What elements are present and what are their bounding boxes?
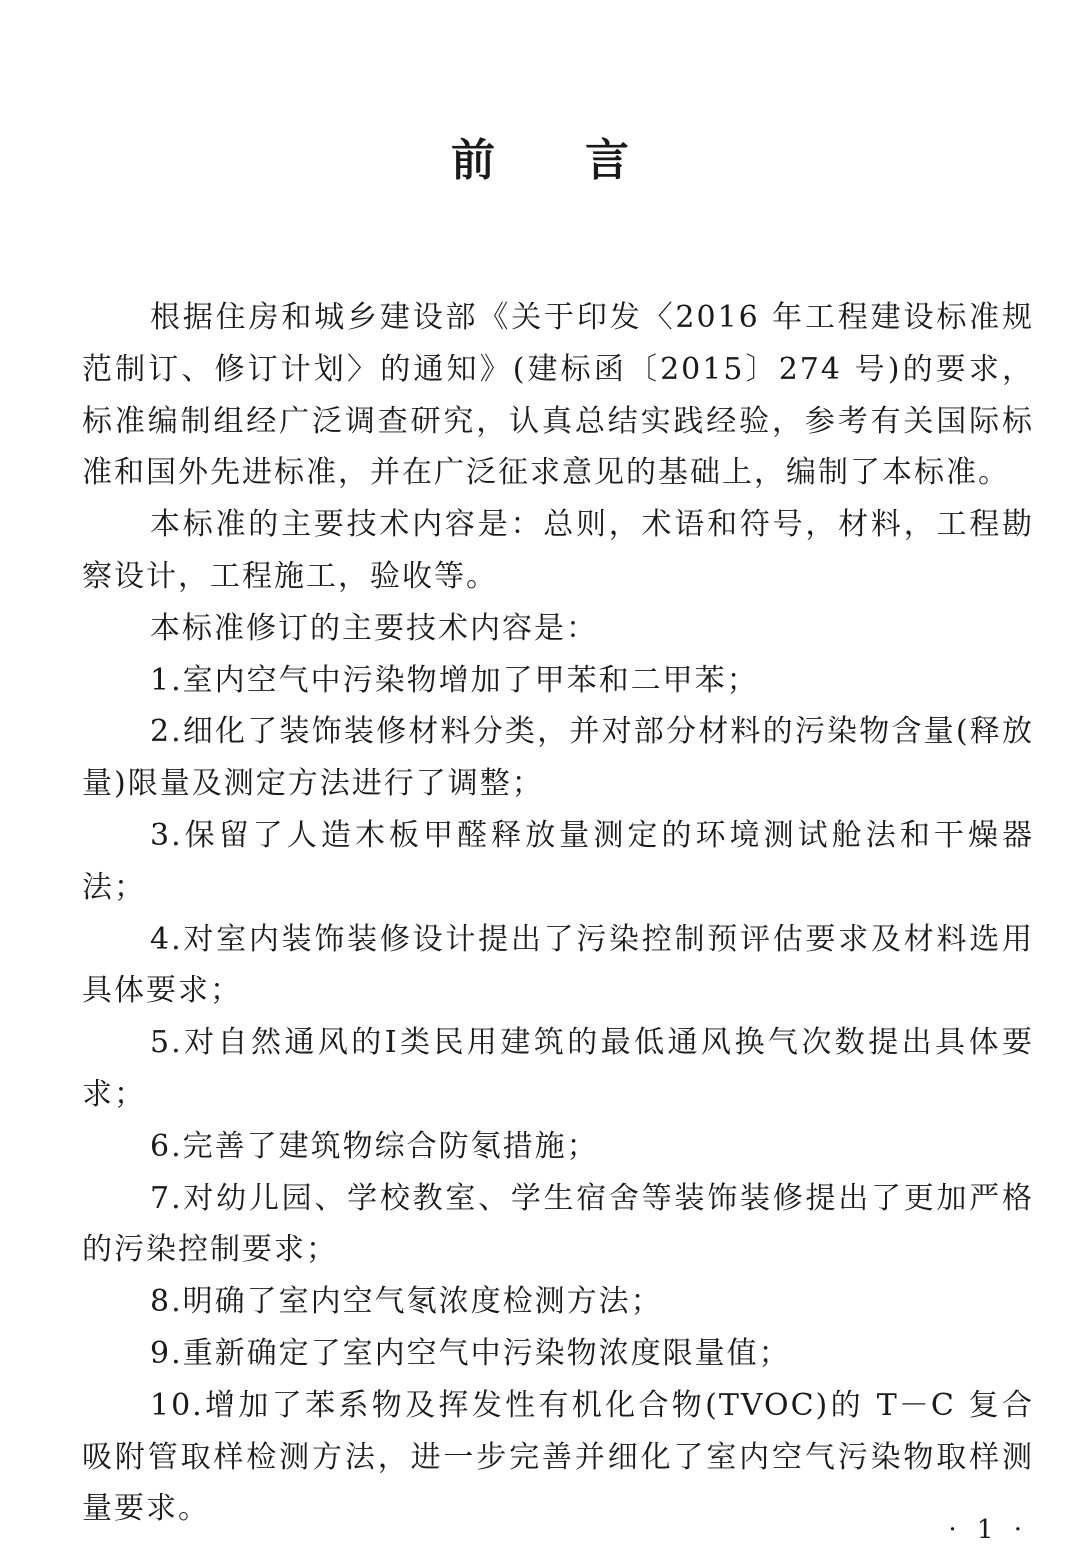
- list-item: 10.增加了苯系物及挥发性有机化合物(TVOC)的 T－C 复合吸附管取样检测方法，进一步完善并细化了室内空气污染物取样测量要求。: [82, 1387, 1034, 1527]
- preface-body: [82, 292, 1034, 1535]
- list-item: 3.保留了人造木板甲醛释放量测定的环境测试舱法和干燥器法；: [82, 817, 1034, 905]
- paragraph-intro: 根据住房和城乡建设部《关于印发〈2016 年工程建设标准规范制订、修订计划〉的通知》(建标函〔2015〕274 号)的要求，标准编制组经广泛调查研究，认真总结实践经验，参考有关国际标准和国外先进标准，并在广泛征求意见的基础上，编制了本标准。: [82, 300, 1034, 491]
- page-title: 前言: [451, 135, 719, 186]
- list-item: 1.室内空气中污染物增加了甲苯和二甲苯；: [150, 662, 759, 698]
- list-item: 2.细化了装饰装修材料分类，并对部分材料的污染物含量(释放量)限量及测定方法进行了调整；: [82, 714, 1034, 802]
- page-number: · 1 ·: [948, 1515, 1028, 1545]
- list-item: 4.对室内装饰装修设计提出了污染控制预评估要求及材料选用具体要求；: [82, 921, 1034, 1009]
- list-item: 6.完善了建筑物综合防氡措施；: [150, 1128, 599, 1164]
- list-item: 9.重新确定了室内空气中污染物浓度限量值；: [150, 1335, 791, 1371]
- list-item: 7.对幼儿园、学校教室、学生宿舍等装饰装修提出了更加严格的污染控制要求；: [82, 1180, 1034, 1268]
- paragraph-main-content: 本标准的主要技术内容是：总则，术语和符号，材料，工程勘察设计，工程施工，验收等。: [82, 507, 1034, 594]
- paragraph-revision-heading: 本标准修订的主要技术内容是：: [150, 610, 598, 646]
- list-item: 8.明确了室内空气氡浓度检测方法；: [150, 1284, 663, 1320]
- list-item: 5.对自然通风的Ⅰ类民用建筑的最低通风换气次数提出具体要求；: [82, 1025, 1034, 1112]
